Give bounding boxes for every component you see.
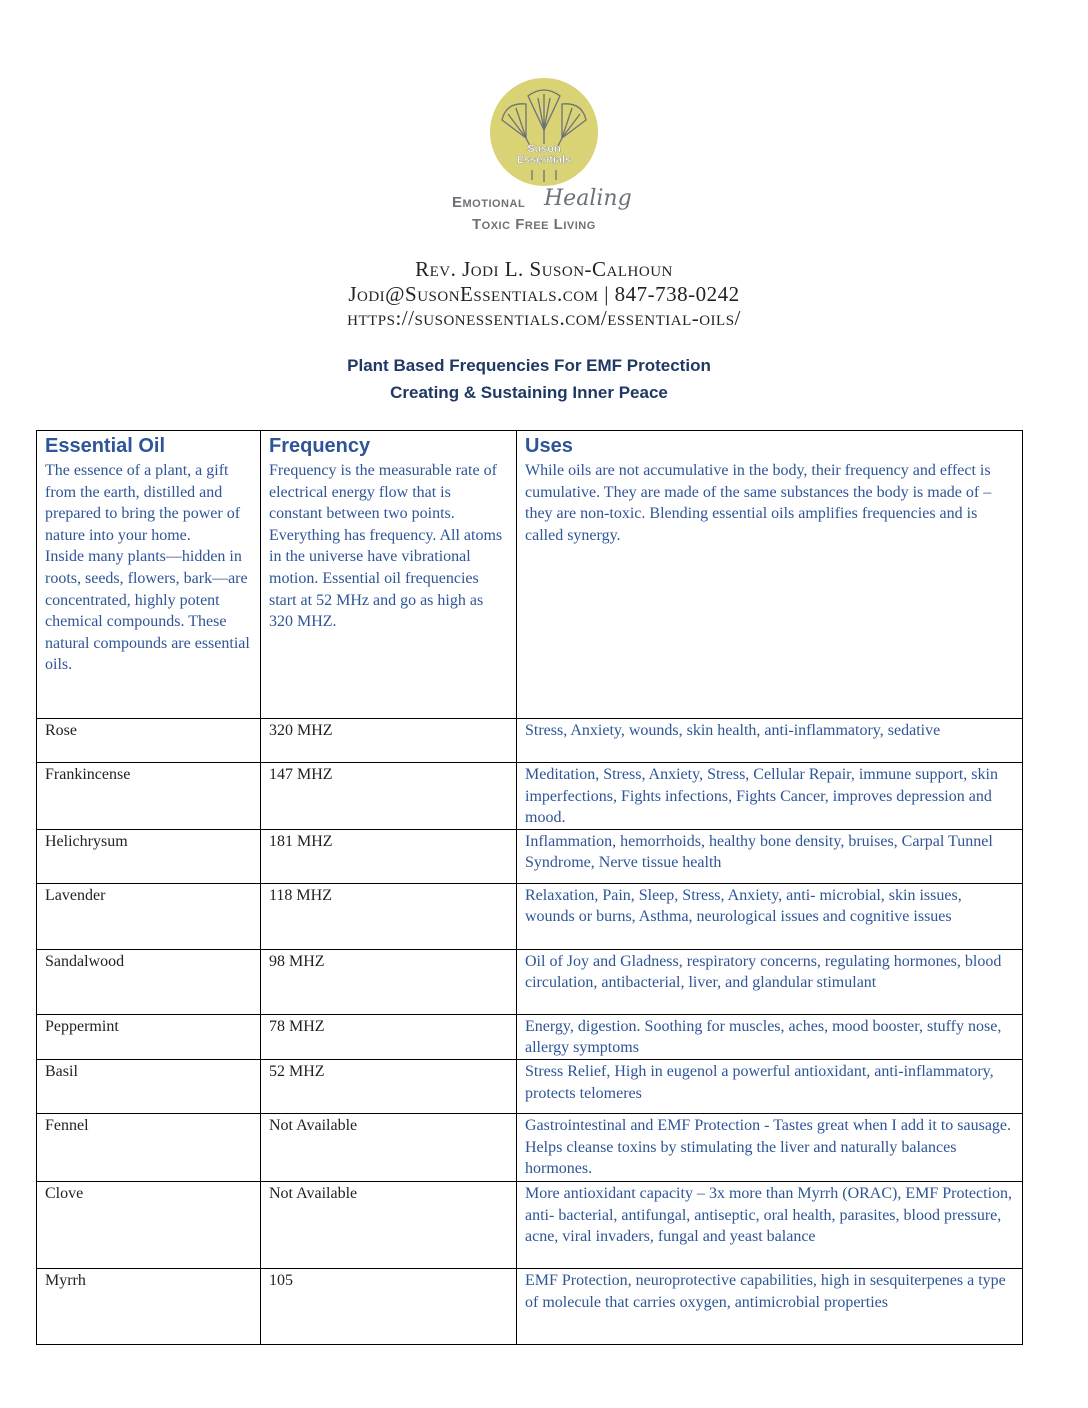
oil-name-cell: Peppermint	[37, 1014, 261, 1059]
oil-name-cell: Sandalwood	[37, 949, 261, 1014]
oil-frequency-table	[36, 430, 1023, 1345]
uses-cell: Inflammation, hemorrhoids, healthy bone density, bruises, Carpal Tunnel Syndrome, Nerve tissue health	[517, 829, 1023, 883]
uses-cell: Gastrointestinal and EMF Protection - Tastes great when I add it to sausage. Helps cleanse toxins by stimulating the liver and naturally balances hormones.	[517, 1113, 1023, 1181]
frequency-cell: Not Available	[261, 1113, 517, 1181]
oil-name-cell: Frankincense	[37, 763, 261, 830]
logo-brand-line1: Suson	[527, 143, 561, 155]
table-row	[37, 829, 1023, 883]
oil-name-cell: Lavender	[37, 883, 261, 949]
table-row	[37, 1059, 1023, 1113]
header-description: The essence of a plant, a gift from the earth, distilled and prepared to bring the power of nature into your home. Inside many plants—hidden in roots, seeds, flowers, bark—are concentrated, highly potent chemical compounds. These natural compounds are essential oils.	[45, 462, 250, 674]
contact-name: Rev. Jodi L. Suson-Calhoun	[415, 257, 673, 281]
frequency-cell: Not Available	[261, 1181, 517, 1268]
uses-cell: Energy, digestion. Soothing for muscles, aches, mood booster, stuffy nose, allergy symptoms	[517, 1014, 1023, 1059]
uses-cell: Stress, Anxiety, wounds, skin health, anti-inflammatory, sedative	[517, 719, 1023, 763]
frequency-cell: 118 MHZ	[261, 883, 517, 949]
tagline-toxic-free-living: Toxic Free Living	[472, 216, 596, 233]
table-row	[37, 1113, 1023, 1181]
table-row	[37, 1268, 1023, 1344]
header-title: Frequency	[269, 435, 371, 457]
oil-name-cell: Rose	[37, 719, 261, 763]
frequency-cell: 52 MHZ	[261, 1059, 517, 1113]
tagline-healing: Healing	[544, 186, 632, 211]
oil-name-cell: Fennel	[37, 1113, 261, 1181]
oil-name-cell: Basil	[37, 1059, 261, 1113]
frequency-cell: 320 MHZ	[261, 719, 517, 763]
table-row	[37, 1181, 1023, 1268]
table-row	[37, 763, 1023, 830]
heading-line1: Plant Based Frequencies For EMF Protection	[347, 356, 711, 375]
uses-cell: Meditation, Stress, Anxiety, Stress, Cellular Repair, immune support, skin imperfections, Fights infections, Fights Cancer, improves depression and mood.	[517, 763, 1023, 830]
table-header-row	[37, 431, 1023, 719]
header-title: Essential Oil	[45, 435, 166, 457]
table-row	[37, 1014, 1023, 1059]
header-description: Frequency is the measurable rate of electrical energy flow that is constant between two points. Everything has frequency. All atoms in the universe have vibrational motion. Essential oil frequencies start at 52 MHz and go as high as 320 MHZ.	[269, 462, 503, 631]
frequency-cell: 78 MHZ	[261, 1014, 517, 1059]
frequency-cell: 98 MHZ	[261, 949, 517, 1014]
uses-cell: EMF Protection, neuroprotective capabilities, high in sesquiterpenes a type of molecule that carries oxygen, antimicrobial properties	[517, 1268, 1023, 1344]
tagline-emotional: Emotional	[452, 194, 526, 211]
uses-cell: Oil of Joy and Gladness, respiratory concerns, regulating hormones, blood circulation, antibacterial, liver, and glandular stimulant	[517, 949, 1023, 1014]
contact-url[interactable]: https://susonessentials.com/essential-oils/	[347, 306, 741, 330]
table-row	[37, 883, 1023, 949]
header-description: While oils are not accumulative in the body, their frequency and effect is cumulative. They are made of the same substances the body is made of – they are non-toxic. Blending essential oils amplifies frequencies and is called synergy.	[525, 462, 992, 544]
frequency-cell: 181 MHZ	[261, 829, 517, 883]
header-cell-uses	[517, 431, 1023, 719]
uses-cell: More antioxidant capacity – 3x more than Myrrh (ORAC), EMF Protection, anti- bacterial, antifungal, antiseptic, oral health, parasites, blood pressure, acne, viral invaders, fungal and yeast balance	[517, 1181, 1023, 1268]
oil-name-cell: Myrrh	[37, 1268, 261, 1344]
header-title: Uses	[525, 435, 573, 457]
oil-name-cell: Clove	[37, 1181, 261, 1268]
uses-cell: Relaxation, Pain, Sleep, Stress, Anxiety, anti- microbial, skin issues, wounds or burns, Asthma, neurological issues and cognitive issues	[517, 883, 1023, 949]
table-row	[37, 949, 1023, 1014]
header-cell-essential-oil	[37, 431, 261, 719]
table-row	[37, 719, 1023, 763]
suson-essentials-logo	[486, 74, 602, 190]
header-cell-frequency	[261, 431, 517, 719]
oil-name-cell: Helichrysum	[37, 829, 261, 883]
frequency-cell: 105	[261, 1268, 517, 1344]
contact-email-phone[interactable]: Jodi@SusonEssentials.com | 847-738-0242	[348, 282, 740, 306]
uses-cell: Stress Relief, High in eugenol a powerful antioxidant, anti-inflammatory, protects telomeres	[517, 1059, 1023, 1113]
frequency-cell: 147 MHZ	[261, 763, 517, 830]
heading-line2: Creating & Sustaining Inner Peace	[390, 383, 668, 402]
logo-brand-line2: Essentials	[516, 154, 572, 166]
